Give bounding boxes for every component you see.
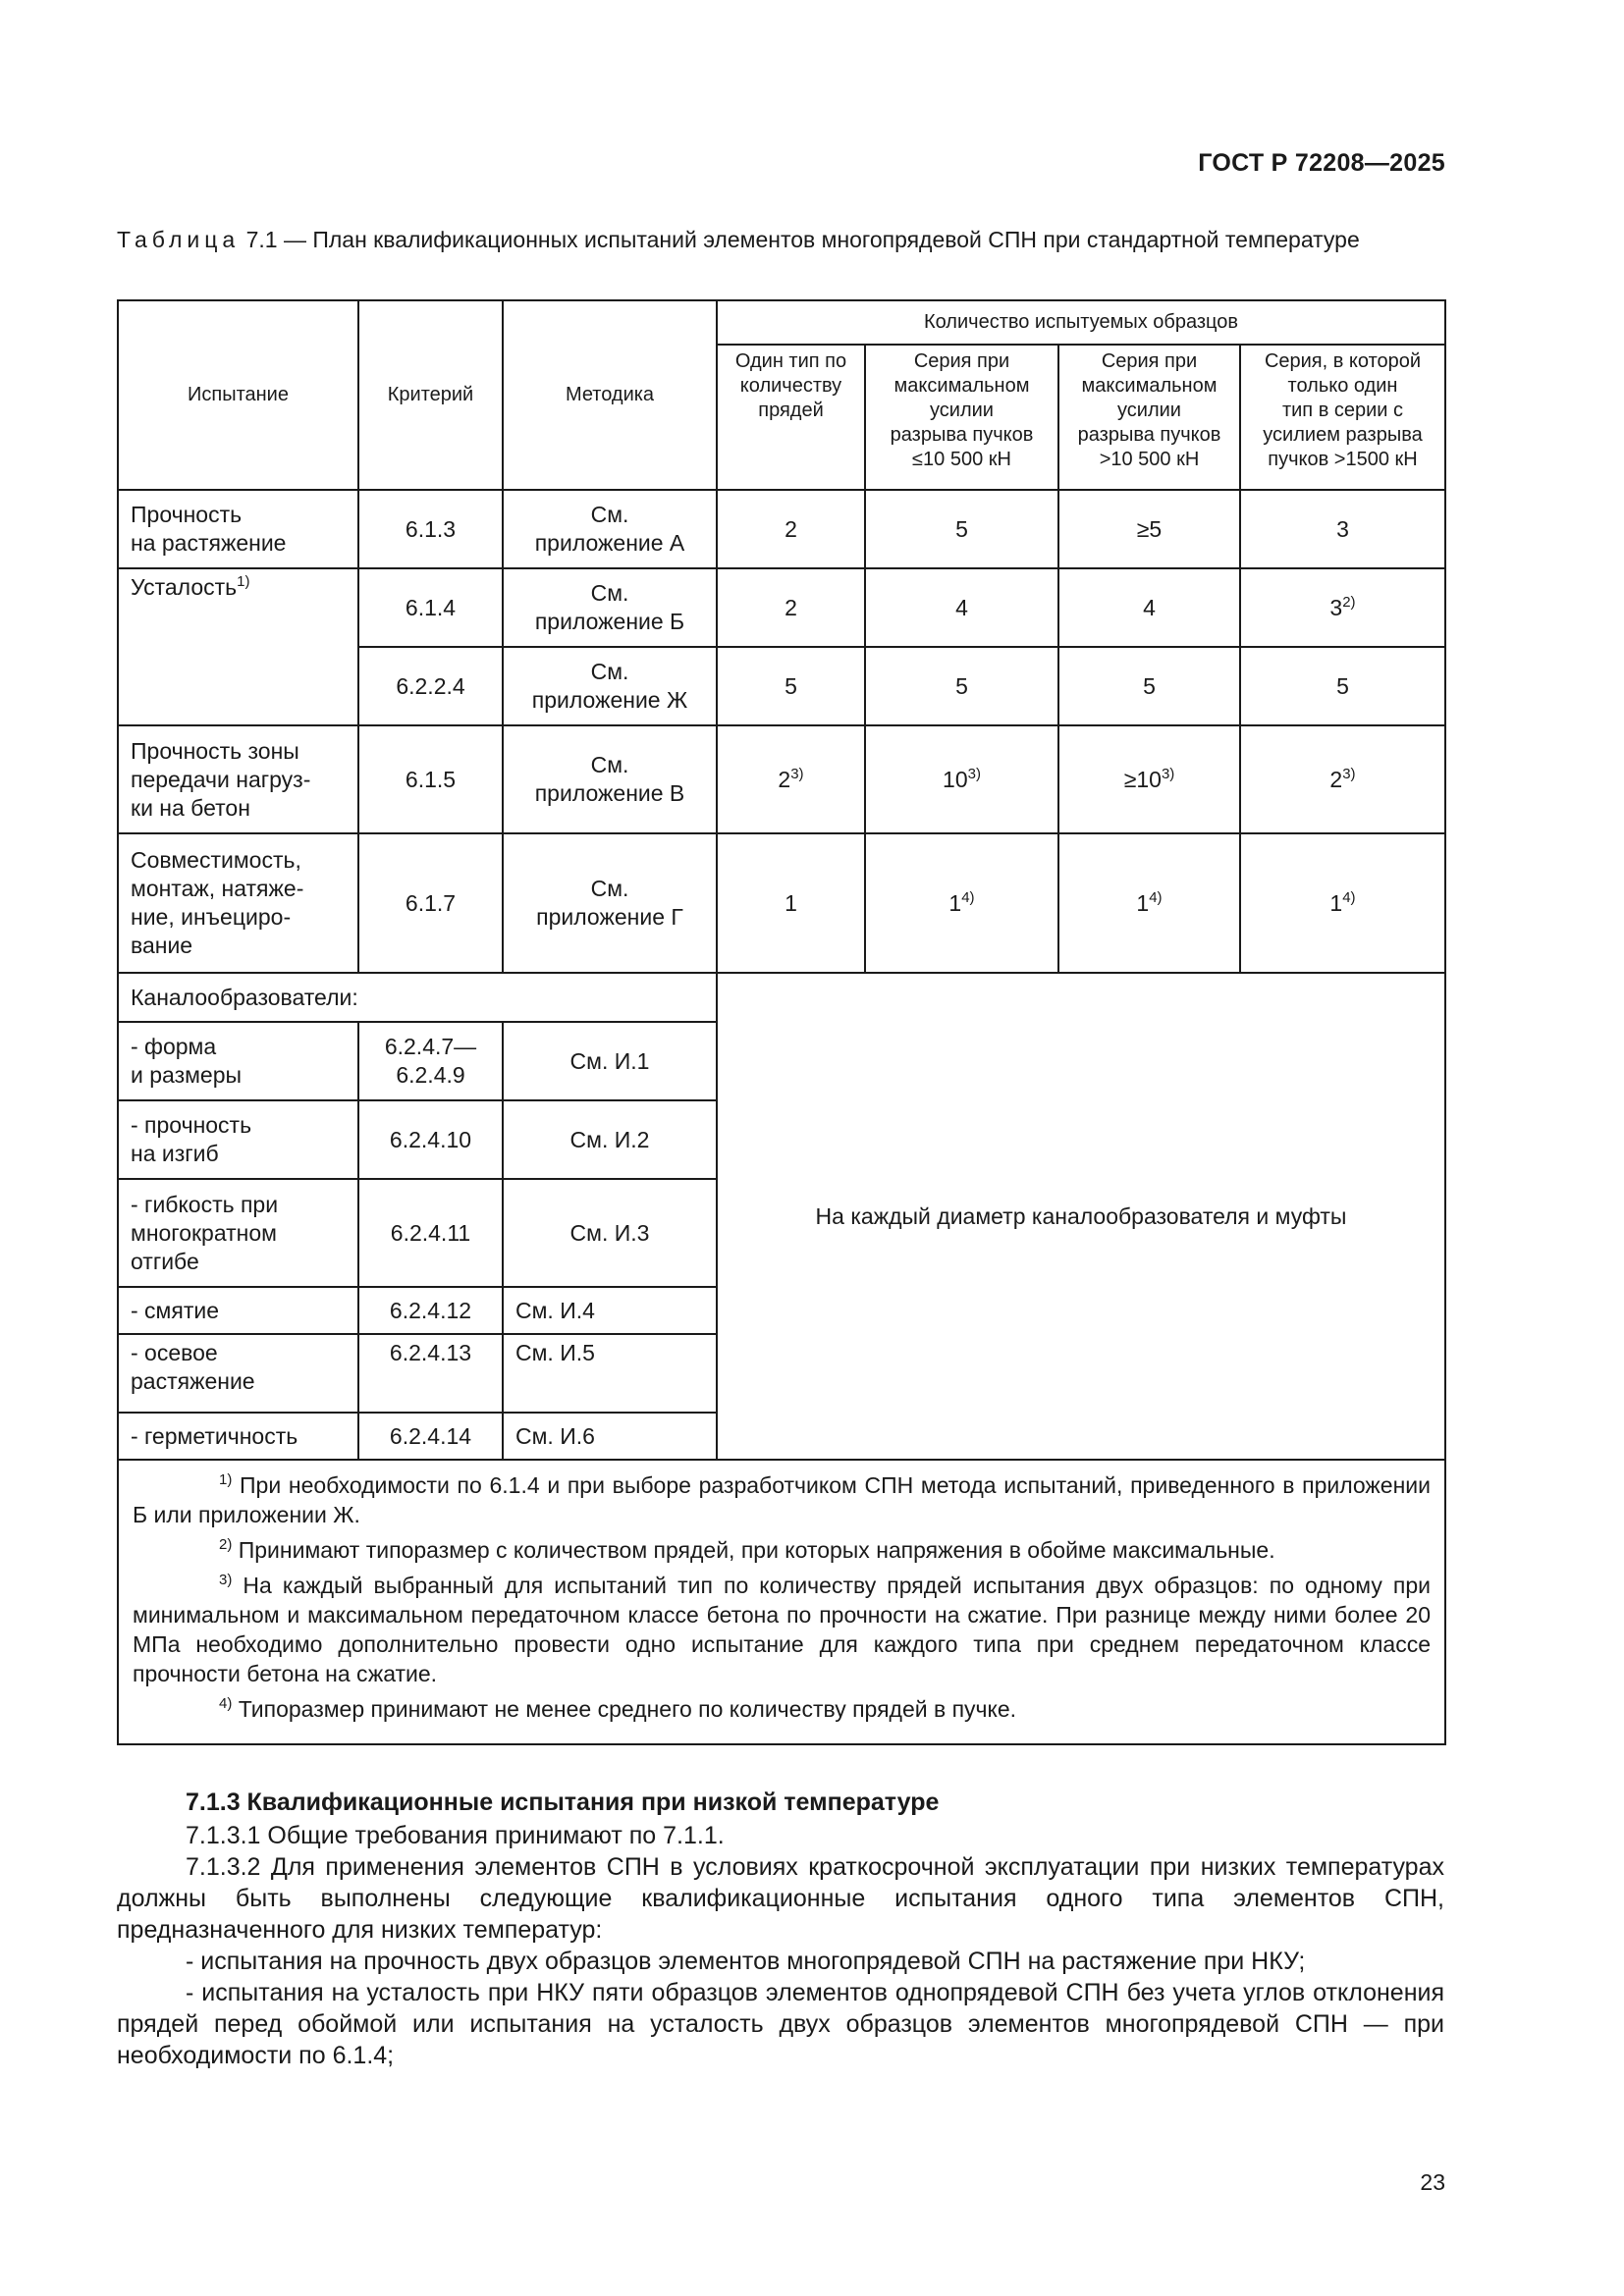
table-row xyxy=(118,568,1445,647)
cell-method xyxy=(503,568,717,647)
header-one-type-line: прядей xyxy=(758,400,824,421)
cell-criterion: 6.1.5 xyxy=(358,725,503,833)
cell-value xyxy=(1058,833,1240,973)
header-criterion: Критерий xyxy=(358,300,503,490)
cell-duct-name-line: - прочность xyxy=(131,1112,252,1138)
cell-criterion: 6.2.4.12 xyxy=(358,1287,503,1334)
header-series-gt-line: максимальном xyxy=(1081,375,1218,397)
cell-test-line: вание xyxy=(131,933,193,958)
footnote-mark: 3) xyxy=(219,1572,233,1588)
cell-test xyxy=(118,833,358,973)
footnote-mark: 3) xyxy=(1161,765,1175,782)
cell-criterion-line: 6.2.4.9 xyxy=(396,1062,465,1088)
header-series-single-line: только один xyxy=(1287,375,1398,397)
header-method: Методика xyxy=(503,300,717,490)
cell-test-line: передачи нагруз- xyxy=(131,766,311,792)
footnote-mark: 4) xyxy=(961,888,975,906)
cell-method-line: См. xyxy=(590,580,629,606)
cell-criterion: 6.2.2.4 xyxy=(358,647,503,725)
header-series-le-line: усилии xyxy=(930,400,994,421)
cell-criterion: 6.2.4.13 xyxy=(358,1334,503,1413)
cell-method: См. И.6 xyxy=(503,1413,717,1460)
qualification-test-table xyxy=(117,299,1446,1745)
footnote-mark: 1) xyxy=(219,1471,233,1488)
cell-value xyxy=(1240,568,1445,647)
header-one-type-line: Один тип по xyxy=(734,350,847,372)
cell-value xyxy=(1240,725,1445,833)
footnote-mark: 4) xyxy=(1149,888,1163,906)
cell-value: 2 xyxy=(717,568,865,647)
cell-test-line: ние, инъециро- xyxy=(131,904,292,930)
cell-test xyxy=(118,725,358,833)
cell-method xyxy=(503,833,717,973)
cell-value xyxy=(865,833,1058,973)
cell-duct-name-line: - осевое xyxy=(131,1340,218,1365)
list-item: - испытания на усталость при НКУ пяти образцов элементов однопрядевой СПН без учета углов отклонения прядей перед обоймой или испытания на усталость двух образцов элементов многопрядевой СПН — при необходимости по 6.1.4; xyxy=(117,1979,1444,2069)
cell-criterion: 6.1.4 xyxy=(358,568,503,647)
cell-test-line: Совместимость, xyxy=(131,847,301,873)
cell-value: 1 xyxy=(717,833,865,973)
header-series-gt-line: усилии xyxy=(1117,400,1181,421)
cell-method-line: приложение Г xyxy=(536,904,683,930)
cell-method: См. И.3 xyxy=(503,1179,717,1287)
footnote-text: При необходимости по 6.1.4 и при выборе разработчиком СПН метода испытаний, приведенного в приложении Б или приложении Ж. xyxy=(133,1472,1431,1527)
cell-value: 5 xyxy=(865,647,1058,725)
header-one-type xyxy=(717,345,865,490)
header-series-gt xyxy=(1058,345,1240,490)
footnote xyxy=(133,1535,1431,1565)
cell-value xyxy=(1240,833,1445,973)
footnote-text: На каждый выбранный для испытаний тип по количеству прядей испытания двух образцов: по одному при минимальном и максимальном передаточном классе бетона по прочности на сжатие. При разнице между ними более 20 МПа необходимо дополнительно провести одно испытание для каждого типа при среднем передаточном классе прочности бетона на сжатие. xyxy=(133,1573,1431,1686)
footnote xyxy=(133,1571,1431,1688)
cell-test-line: на растяжение xyxy=(131,530,287,556)
cell-duct-name-line: многократном xyxy=(131,1219,277,1246)
cell-method-line: приложение Б xyxy=(534,609,685,634)
cell-method: См. И.2 xyxy=(503,1100,717,1179)
cell-criterion: 6.2.4.10 xyxy=(358,1100,503,1179)
cell-value-number: 1 xyxy=(1136,889,1150,916)
cell-value: 5 xyxy=(1058,647,1240,725)
cell-value-number: 1 xyxy=(1329,889,1343,916)
cell-method: См. И.1 xyxy=(503,1022,717,1100)
table-caption xyxy=(117,226,1444,254)
table-row xyxy=(118,490,1445,568)
cell-duct-name xyxy=(118,1179,358,1287)
cell-method: См. И.5 xyxy=(503,1334,717,1413)
cell-method xyxy=(503,490,717,568)
cell-value-number: 10 xyxy=(943,766,968,792)
header-series-gt-line: разрыва пучков xyxy=(1077,424,1221,446)
footnote-text: Принимают типоразмер с количеством прядей, при которых напряжения в обойме максимальные. xyxy=(232,1537,1275,1563)
table-header-row xyxy=(118,300,1445,345)
cell-ducts-label: Каналообразователи: xyxy=(118,973,717,1022)
cell-duct-name xyxy=(118,1022,358,1100)
header-test: Испытание xyxy=(118,300,358,490)
cell-test-line: Прочность xyxy=(131,502,243,527)
cell-criterion: 6.2.4.11 xyxy=(358,1179,503,1287)
paragraph: 7.1.3.1 Общие требования принимают по 7.1.1. xyxy=(186,1822,725,1849)
cell-value-number: 3 xyxy=(1329,594,1343,620)
cell-method-line: приложение А xyxy=(534,530,685,556)
cell-criterion xyxy=(358,1022,503,1100)
footnote-text: Типоразмер принимают не менее среднего по количеству прядей в пучке. xyxy=(232,1696,1017,1722)
cell-value: ≥5 xyxy=(1058,490,1240,568)
cell-duct-name-line: отгибе xyxy=(131,1248,199,1274)
table-row xyxy=(118,833,1445,973)
header-series-le-line: разрыва пучков xyxy=(890,424,1034,446)
cell-duct-name xyxy=(118,1334,358,1413)
footnote xyxy=(133,1470,1431,1529)
cell-method-line: приложение Ж xyxy=(531,687,688,713)
cell-test xyxy=(118,490,358,568)
cell-method xyxy=(503,725,717,833)
header-series-le-line: ≤10 500 кН xyxy=(912,449,1011,470)
header-samples-group: Количество испытуемых образцов xyxy=(717,300,1445,345)
footnote-mark: 4) xyxy=(1342,888,1356,906)
cell-method xyxy=(503,647,717,725)
table-caption-text: 7.1 — План квалификационных испытаний элементов многопрядевой СПН при стандартной температуре xyxy=(240,227,1360,252)
cell-criterion: 6.2.4.14 xyxy=(358,1413,503,1460)
cell-test-line: монтаж, натяже- xyxy=(131,876,304,901)
cell-value: 4 xyxy=(1058,568,1240,647)
cell-value: 3 xyxy=(1240,490,1445,568)
cell-value: 5 xyxy=(865,490,1058,568)
footnote-mark: 3) xyxy=(967,765,981,782)
section-heading: 7.1.3 Квалификационные испытания при низкой температуре xyxy=(186,1789,940,1816)
cell-test-fatigue xyxy=(118,568,358,725)
cell-test-line: Прочность зоны xyxy=(131,737,299,764)
cell-value-number: 2 xyxy=(778,766,791,792)
cell-value xyxy=(1058,725,1240,833)
cell-method-line: См. xyxy=(590,659,629,684)
cell-value: 4 xyxy=(865,568,1058,647)
header-series-le xyxy=(865,345,1058,490)
cell-method-line: См. xyxy=(590,876,629,901)
header-series-single-line: усилием разрыва xyxy=(1263,424,1423,446)
cell-duct-name-line: растяжение xyxy=(131,1368,255,1394)
footnote xyxy=(133,1694,1431,1724)
cell-value xyxy=(717,725,865,833)
paragraph: 7.1.3.2 Для применения элементов СПН в условиях краткосрочной эксплуатации при низких температурах должны быть выполнены следующие квалификационные испытания одного типа элементов СПН, предназначенного для низких температур: xyxy=(117,1853,1444,1944)
cell-duct-name-line: и размеры xyxy=(131,1062,243,1088)
header-series-le-line: максимальном xyxy=(893,375,1030,397)
list-item: - испытания на прочность двух образцов элементов многопрядевой СПН на растяжение при НКУ; xyxy=(186,1948,1306,1975)
cell-criterion: 6.1.3 xyxy=(358,490,503,568)
header-series-single xyxy=(1240,345,1445,490)
cell-value-number: 1 xyxy=(948,889,962,916)
cell-method: См. И.4 xyxy=(503,1287,717,1334)
table-row xyxy=(118,725,1445,833)
table-row xyxy=(118,973,1445,1022)
footnote-mark: 3) xyxy=(1342,765,1356,782)
header-series-gt-line: >10 500 кН xyxy=(1099,449,1200,470)
body-text xyxy=(117,1787,1444,2071)
cell-value-number: 2 xyxy=(1329,766,1343,792)
cell-duct-name-line: - гибкость при xyxy=(131,1191,279,1217)
header-series-gt-line: Серия при xyxy=(1101,350,1198,372)
cell-value: 2 xyxy=(717,490,865,568)
cell-value xyxy=(865,725,1058,833)
footnote-mark: 4) xyxy=(219,1695,233,1712)
cell-criterion: 6.1.7 xyxy=(358,833,503,973)
table-footnotes xyxy=(118,1460,1445,1744)
header-one-type-line: количеству xyxy=(739,375,842,397)
cell-duct-name: - смятие xyxy=(118,1287,358,1334)
cell-ducts-note: На каждый диаметр каналообразователя и муфты xyxy=(717,973,1445,1460)
cell-test-fatigue-label: Усталость xyxy=(131,574,238,600)
cell-value: 5 xyxy=(1240,647,1445,725)
header-series-le-line: Серия при xyxy=(913,350,1010,372)
header-series-single-line: пучков >1500 кН xyxy=(1268,449,1418,470)
cell-value-number: ≥10 xyxy=(1123,766,1162,792)
document-code: ГОСТ Р 72208—2025 xyxy=(1198,149,1445,177)
cell-duct-name xyxy=(118,1100,358,1179)
cell-duct-name-line: - форма xyxy=(131,1034,217,1059)
cell-duct-name-line: на изгиб xyxy=(131,1141,219,1166)
cell-criterion-line: 6.2.4.7— xyxy=(384,1034,477,1059)
table-caption-prefix: Таблица xyxy=(117,227,241,252)
footnote-mark: 3) xyxy=(790,765,804,782)
cell-method-line: См. xyxy=(590,752,629,777)
cell-method-line: приложение В xyxy=(534,780,685,806)
table-footnotes-row xyxy=(118,1460,1445,1744)
page-number: 23 xyxy=(1420,2169,1445,2195)
cell-method-line: См. xyxy=(590,502,629,527)
header-series-single-line: Серия, в которой xyxy=(1264,350,1422,372)
cell-value: 5 xyxy=(717,647,865,725)
footnote-mark: 2) xyxy=(1342,593,1356,611)
cell-duct-name: - герметичность xyxy=(118,1413,358,1460)
footnote-mark: 2) xyxy=(219,1536,233,1553)
header-series-single-line: тип в серии с xyxy=(1281,400,1404,421)
footnote-mark: 1) xyxy=(237,573,250,590)
cell-test-line: ки на бетон xyxy=(131,794,250,821)
